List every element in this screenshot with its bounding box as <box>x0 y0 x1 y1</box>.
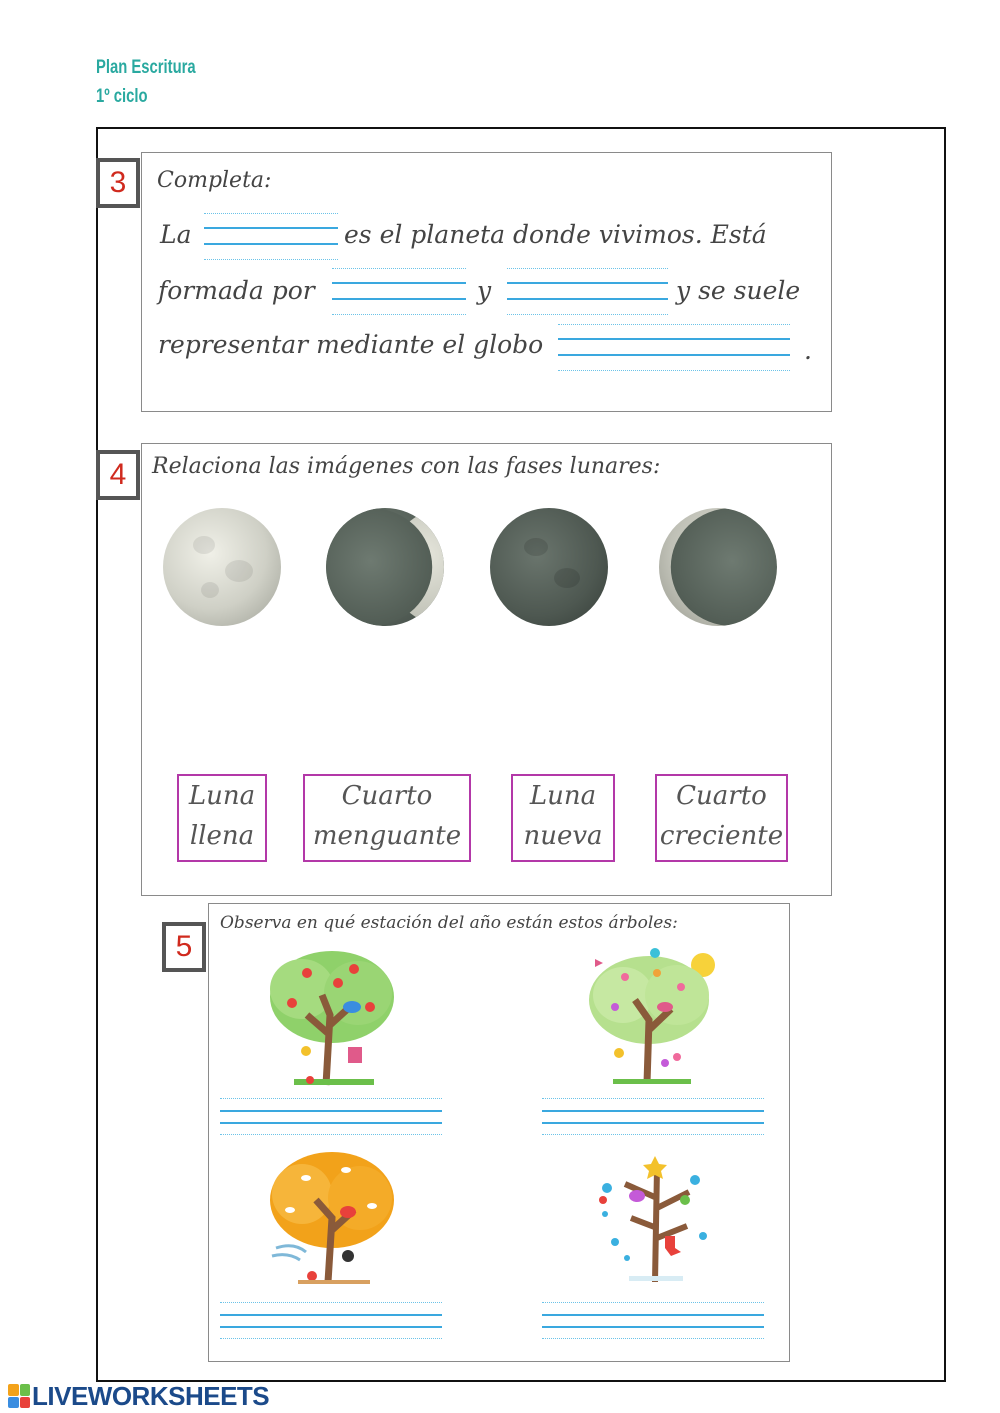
header-title: Plan Escritura <box>96 57 196 78</box>
sentence-3-end: . <box>804 336 812 365</box>
label-full-moon[interactable] <box>177 774 267 862</box>
exercise-5-title: Observa en qué estación del año están estos árboles: <box>220 913 678 933</box>
label-new-moon-line1: Luna <box>529 781 597 811</box>
exercise-3-title: Completa: <box>157 168 272 193</box>
exercise-4-title: Relaciona las imágenes con las fases lunares: <box>152 454 661 479</box>
waning-quarter-moon-image[interactable] <box>326 508 444 626</box>
sentence-2-start: formada por <box>158 276 315 305</box>
label-waning-quarter-line1: Cuarto <box>341 781 433 811</box>
label-full-moon-line2: llena <box>189 821 255 851</box>
exercise-4-number: 4 <box>96 450 140 500</box>
logo-text: LIVEWORKSHEETS <box>32 1380 270 1411</box>
label-waxing-quarter-line2: creciente <box>659 821 784 851</box>
autumn-tree-image <box>262 1148 402 1288</box>
label-waxing-quarter-line1: Cuarto <box>676 781 767 811</box>
new-moon-image[interactable] <box>490 508 608 626</box>
winter-answer-input[interactable] <box>542 1302 764 1342</box>
exercise-5-number: 5 <box>162 922 206 972</box>
waxing-quarter-moon-image[interactable] <box>659 508 777 626</box>
label-waning-quarter[interactable] <box>303 774 471 862</box>
label-new-moon[interactable] <box>511 774 615 862</box>
logo-icon <box>8 1384 30 1408</box>
spring-answer-input[interactable] <box>542 1098 764 1138</box>
header-subtitle: 1º ciclo <box>96 86 148 107</box>
spring-tree-image <box>585 945 725 1090</box>
label-new-moon-line2: nueva <box>523 821 603 851</box>
winter-tree-image <box>585 1148 725 1288</box>
liveworksheets-logo <box>8 1381 269 1411</box>
blank-1-input[interactable] <box>204 213 338 261</box>
sentence-3-start: representar mediante el globo <box>158 330 544 359</box>
sentence-2-mid: y <box>477 276 492 305</box>
summer-tree-image <box>262 945 402 1090</box>
exercise-3-number: 3 <box>96 158 140 208</box>
blank-2-input[interactable] <box>332 268 466 316</box>
summer-answer-input[interactable] <box>220 1098 442 1138</box>
sentence-1-start: La <box>160 220 192 249</box>
label-waning-quarter-line2: menguante <box>312 821 462 851</box>
label-waxing-quarter[interactable] <box>655 774 788 862</box>
autumn-answer-input[interactable] <box>220 1302 442 1342</box>
full-moon-image[interactable] <box>163 508 281 626</box>
sentence-2-end: y se suele <box>676 276 801 305</box>
label-full-moon-line1: Luna <box>188 781 256 811</box>
blank-3-input[interactable] <box>507 268 668 316</box>
blank-4-input[interactable] <box>558 324 790 372</box>
sentence-1-end: es el planeta donde vivimos. Está <box>344 220 767 249</box>
